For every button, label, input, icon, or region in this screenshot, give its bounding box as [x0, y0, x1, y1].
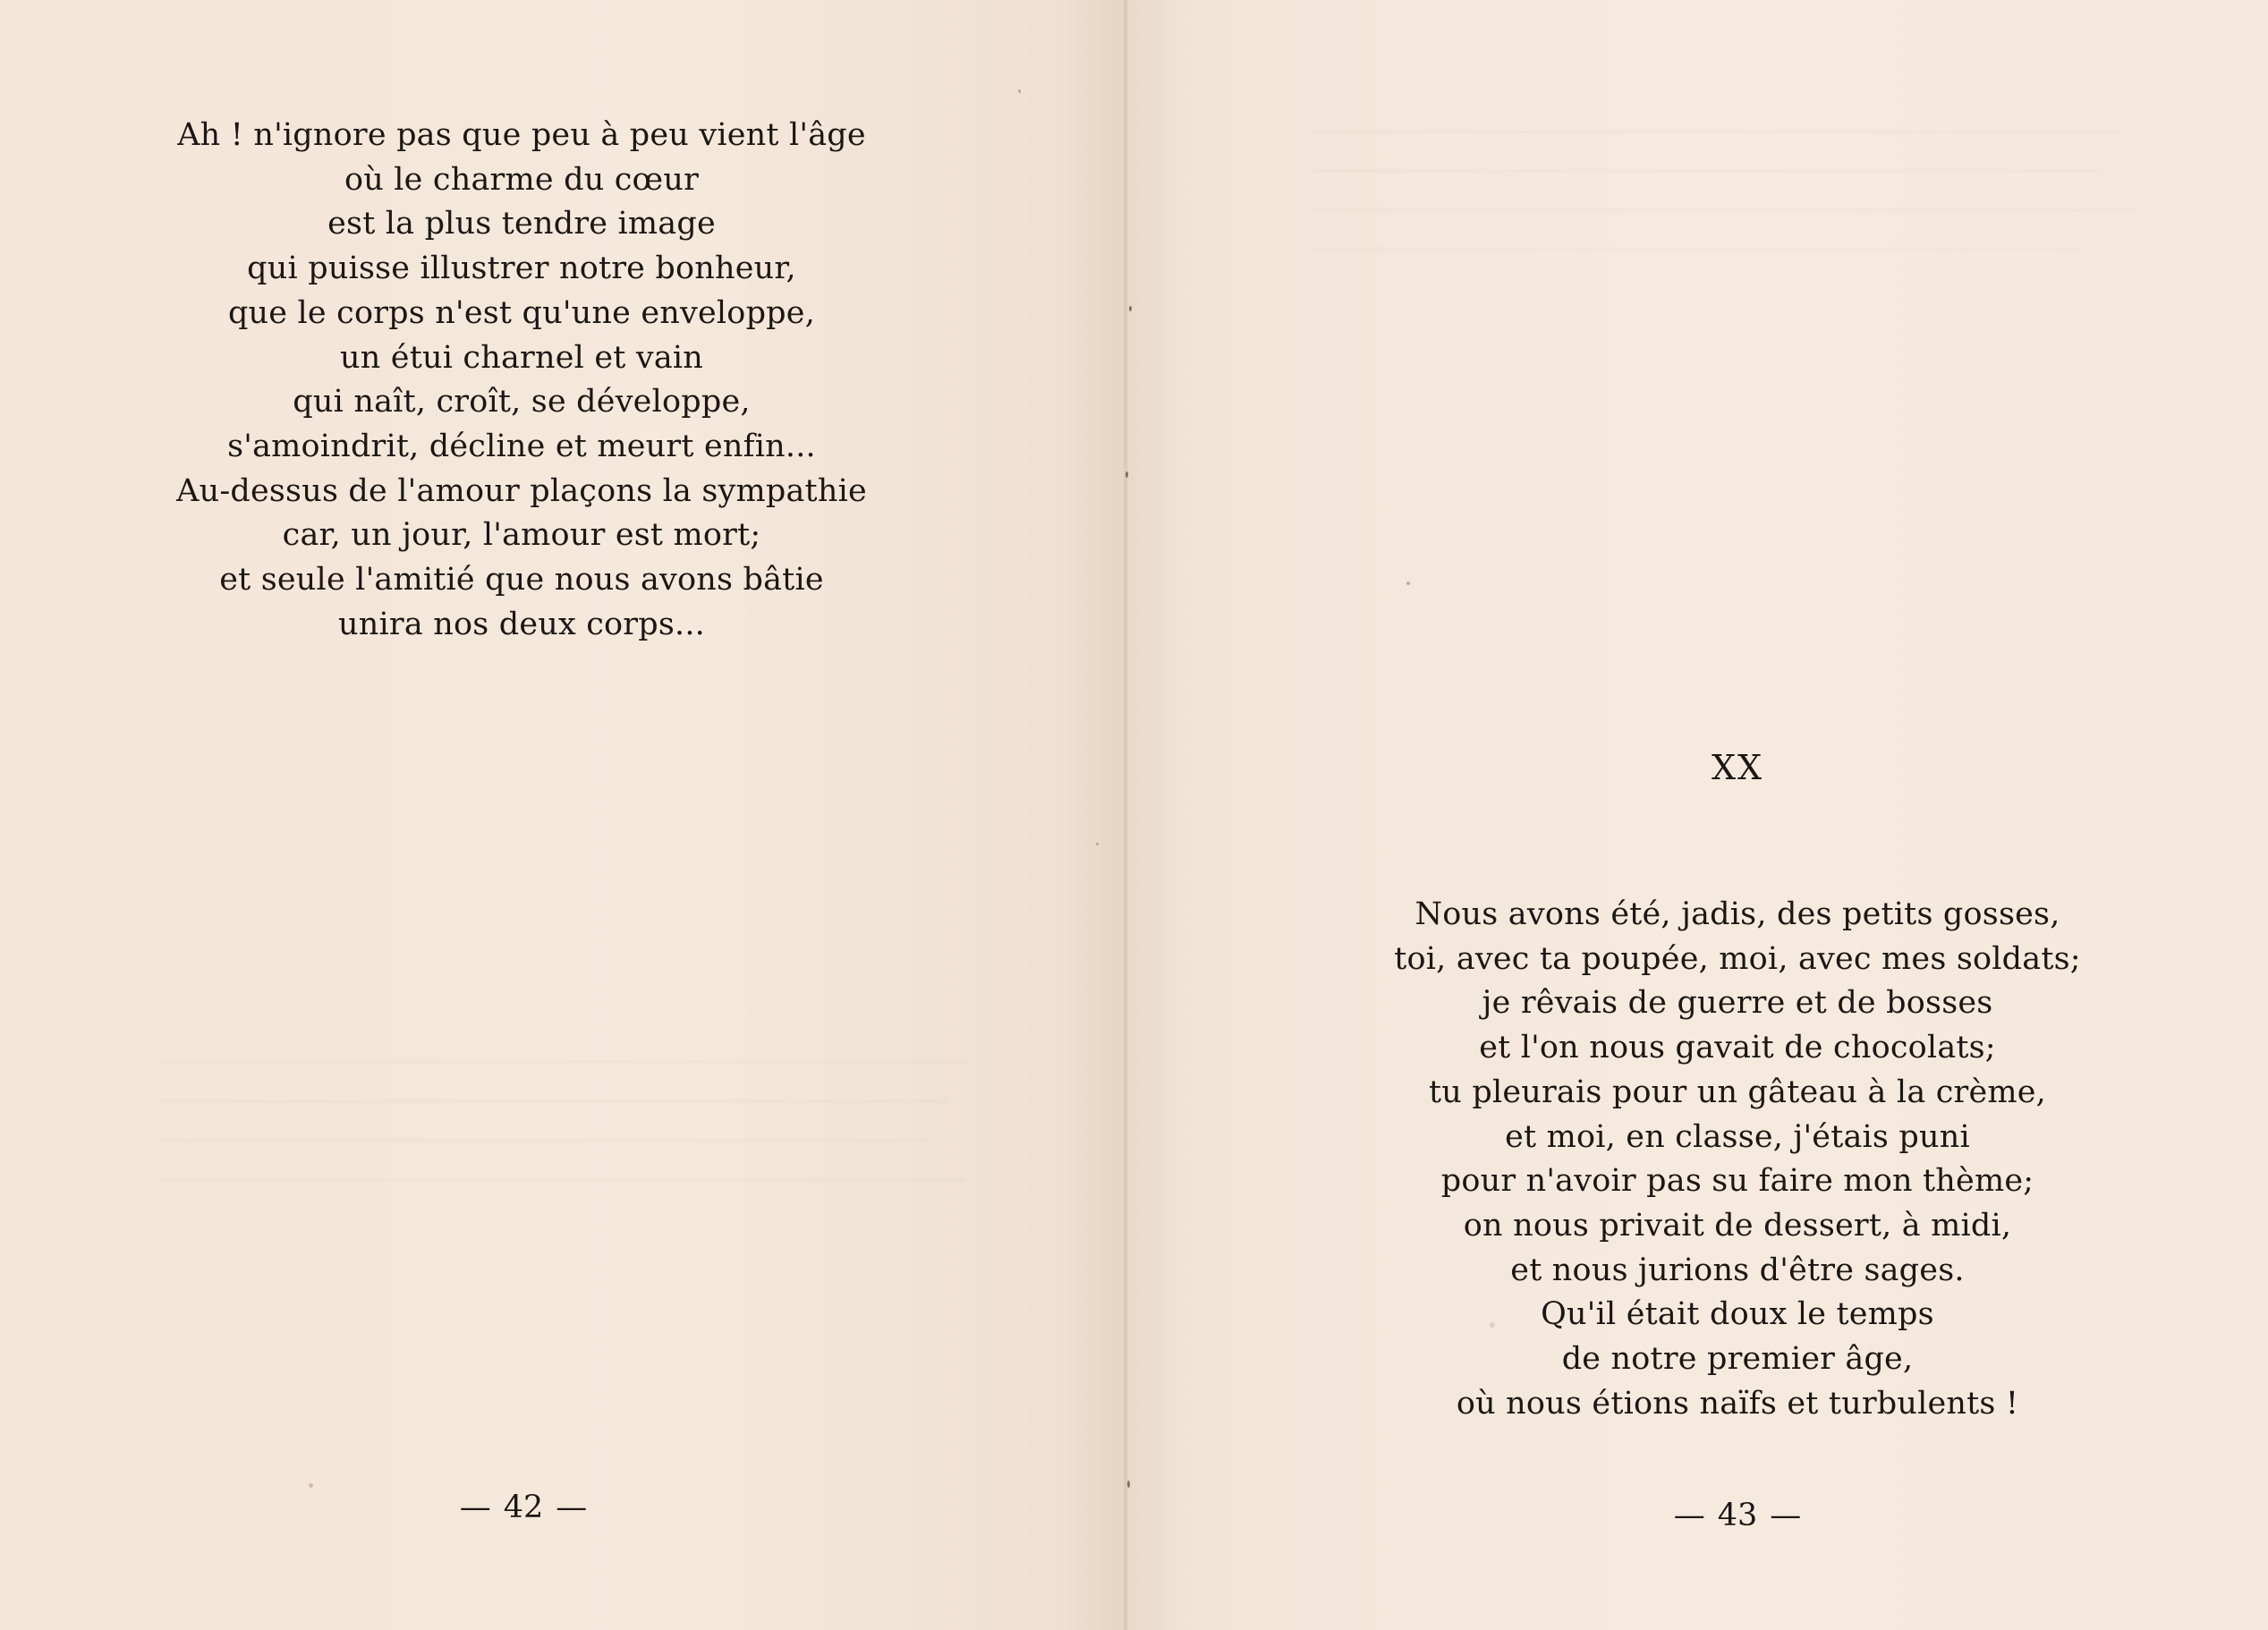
page-number-right [1661, 1498, 1814, 1533]
verse-line: Nous avons été, jadis, des petits gosses, [1414, 896, 2060, 932]
verse-line: où le charme du cœur [344, 161, 700, 198]
page-number-value: 42 [503, 1490, 544, 1525]
show-through-texture [1313, 116, 2136, 274]
paper-speck [1127, 1481, 1130, 1488]
book-gutter [1122, 0, 1129, 1630]
show-through-texture [161, 1047, 966, 1204]
verse-line: est la plus tendre image [327, 206, 716, 242]
verse-line: Qu'il était doux le temps [1541, 1296, 1934, 1333]
paper-speck [1018, 89, 1021, 93]
folio-dash: — [459, 1490, 491, 1525]
verse-line: Au-dessus de l'amour plaçons la sympathie [176, 472, 867, 509]
verse-line: car, un jour, l'amour est mort; [282, 517, 761, 554]
page-number-left [447, 1490, 600, 1525]
verse-line: qui naît, croît, se développe, [293, 384, 751, 420]
verse-line: unira nos deux corps... [338, 606, 705, 642]
verse-line: Ah ! n'ignore pas que peu à peu vient l'âge [177, 117, 866, 153]
right-stanza [1394, 893, 2081, 1426]
verse-line: où nous étions naïfs et turbulents ! [1456, 1385, 2019, 1422]
verse-line: pour n'avoir pas su faire mon thème; [1440, 1163, 2034, 1200]
paper-speck [1126, 471, 1128, 478]
verse-line: je rêvais de guerre et de bosses [1482, 985, 1993, 1022]
page-number-value: 43 [1717, 1498, 1758, 1533]
paper-speck [1129, 306, 1132, 311]
verse-line: de notre premier âge, [1561, 1341, 1914, 1378]
verse-line: tu pleurais pour un gâteau à la crème, [1429, 1074, 2046, 1110]
verse-line: et l'on nous gavait de chocolats; [1479, 1030, 1996, 1066]
paper-speck [309, 1483, 313, 1488]
left-page [0, 0, 1126, 1630]
verse-line: que le corps n'est qu'une enveloppe, [227, 294, 816, 331]
verse-line: un étui charnel et vain [339, 339, 704, 376]
paper-speck [1096, 843, 1099, 845]
left-stanza [176, 114, 867, 647]
folio-dash: — [1673, 1498, 1705, 1533]
verse-line: et seule l'amitié que nous avons bâtie [219, 562, 824, 599]
verse-line: et moi, en classe, j'étais puni [1505, 1118, 1970, 1155]
verse-line: on nous privait de dessert, à midi, [1463, 1207, 2012, 1244]
paper-speck [1406, 582, 1410, 585]
verse-line: qui puisse illustrer notre bonheur, [247, 250, 796, 287]
poem-number: XX [1711, 748, 1764, 787]
verse-line: et nous jurions d'être sages. [1510, 1252, 1965, 1288]
verse-line: toi, avec ta poupée, moi, avec mes soldats; [1394, 940, 2081, 977]
folio-dash: — [1770, 1498, 1802, 1533]
paper-speck [1490, 1322, 1495, 1328]
folio-dash: — [556, 1490, 588, 1525]
verse-line: s'amoindrit, décline et meurt enfin... [227, 428, 816, 464]
